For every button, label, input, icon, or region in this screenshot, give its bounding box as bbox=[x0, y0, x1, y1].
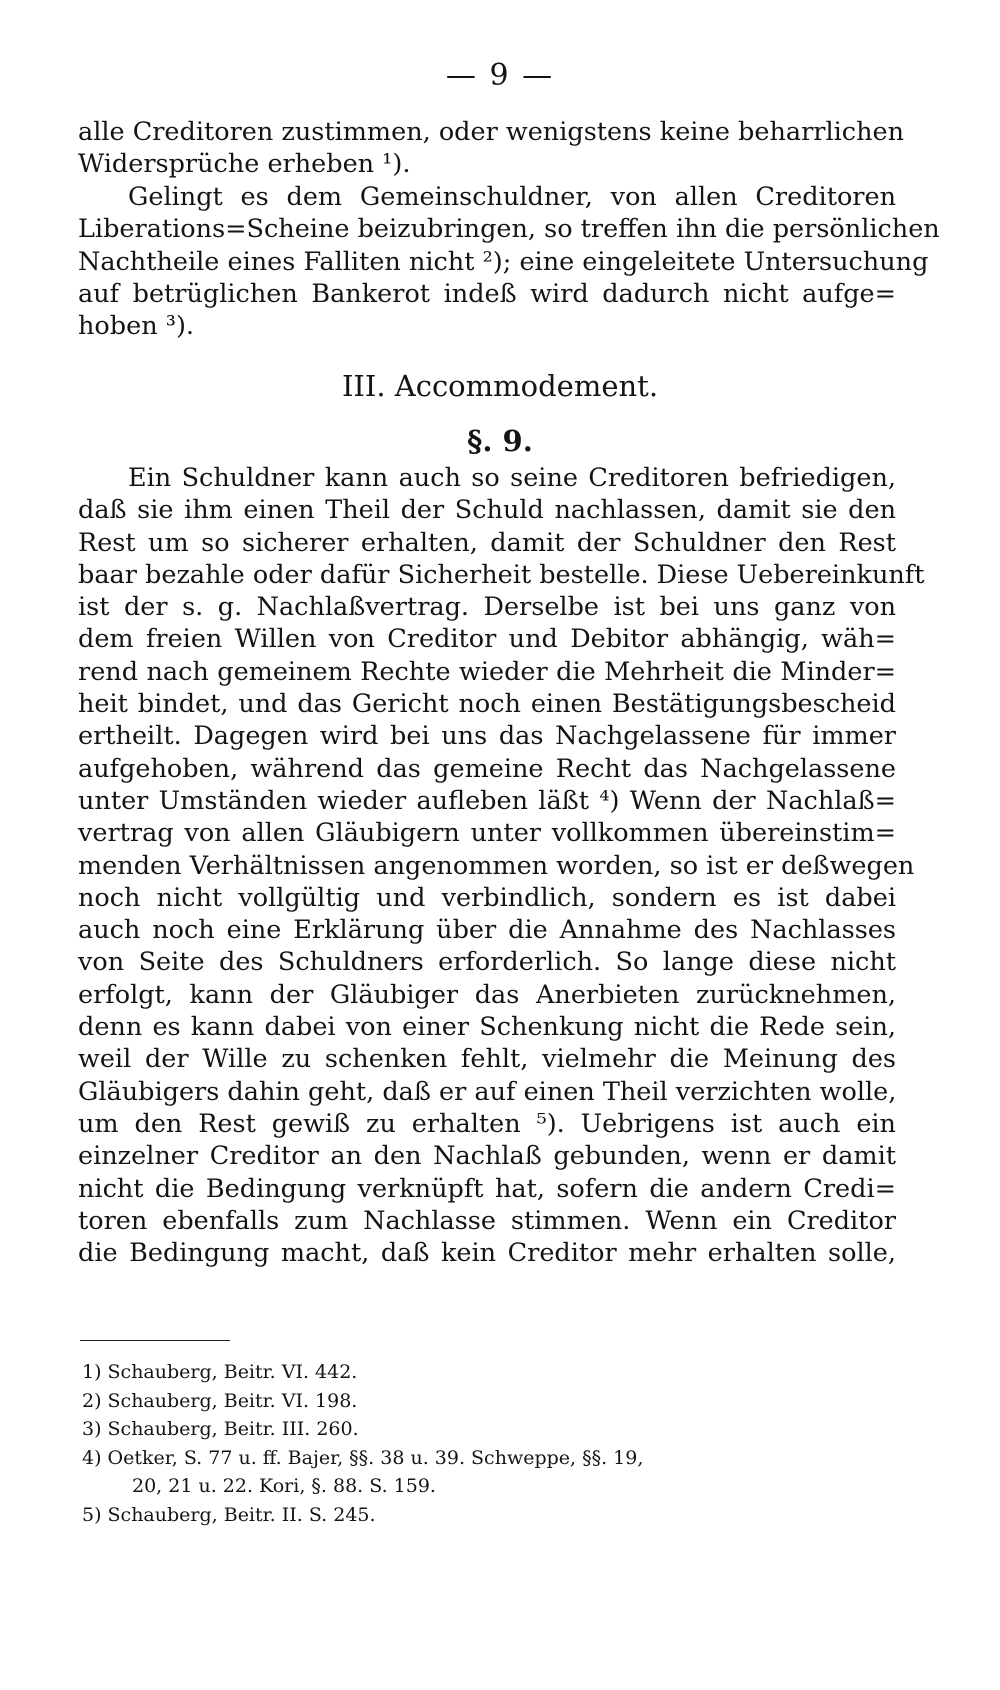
text-line: Widersprüche erheben ¹). bbox=[78, 149, 411, 180]
paragraph-liberation bbox=[78, 181, 940, 342]
text-line: toren ebenfalls zum Nachlasse stimmen. Wenn ein Creditor bbox=[78, 1205, 896, 1236]
text-line: alle Creditoren zustimmen, oder wenigstens keine beharrlichen bbox=[78, 117, 905, 147]
footnote: 3) Schauberg, Beitr. III. 260. bbox=[82, 1418, 359, 1441]
paragraph-continuation bbox=[78, 116, 905, 181]
section-heading: §. 9. bbox=[467, 424, 533, 458]
text-line: um den Rest gewiß zu erhalten ⁵). Uebrigens ist auch ein bbox=[78, 1108, 896, 1139]
text-line: Nachtheile eines Falliten nicht ²); eine eingeleitete Untersuchung bbox=[78, 246, 929, 277]
text-line: dem freien Willen von Creditor und Debitor abhängig, wäh= bbox=[78, 624, 896, 655]
text-line: denn es kann dabei von einer Schenkung nicht die Rede sein, bbox=[78, 1012, 896, 1043]
footnote: 5) Schauberg, Beitr. II. S. 245. bbox=[82, 1503, 376, 1526]
text-line: auf betrüglichen Bankerot indeß wird dadurch nicht aufge= bbox=[78, 278, 896, 309]
footnote: 4) Oetker, S. 77 u. ff. Bajer, §§. 38 u. 39. Schweppe, §§. 19, bbox=[82, 1446, 644, 1469]
page-number: — 9 — bbox=[445, 58, 555, 93]
text-line: noch nicht vollgültig und verbindlich, sondern es ist dabei bbox=[78, 882, 896, 913]
text-line: auch noch eine Erklärung über die Annahme des Nachlasses bbox=[78, 915, 896, 946]
footnote: 1) Schauberg, Beitr. VI. 442. bbox=[82, 1361, 358, 1383]
text-line: Ein Schuldner kann auch so seine Creditoren befriedigen, bbox=[128, 463, 896, 493]
text-line: von Seite des Schuldners erforderlich. So lange diese nicht bbox=[78, 947, 896, 978]
footnote-continuation: 20, 21 u. 22. Kori, §. 88. S. 159. bbox=[132, 1475, 436, 1498]
text-line: Gläubigers dahin geht, daß er auf einen Theil verzichten wolle, bbox=[78, 1076, 897, 1107]
text-line: aufgehoben, während das gemeine Recht das Nachgelassene bbox=[78, 753, 896, 784]
text-line: rend nach gemeinem Rechte wieder die Mehrheit die Minder= bbox=[78, 656, 896, 687]
text-line: heit bindet, und das Gericht noch einen Bestätigungsbescheid bbox=[78, 689, 896, 720]
text-line: hoben ³). bbox=[78, 311, 194, 342]
text-line: erfolgt, kann der Gläubiger das Anerbieten zurücknehmen, bbox=[78, 979, 896, 1010]
text-line: Liberations=Scheine beizubringen, so treffen ihn die persönlichen bbox=[78, 214, 940, 245]
footnotes bbox=[82, 1358, 902, 1530]
footnote: 2) Schauberg, Beitr. VI. 198. bbox=[82, 1389, 358, 1412]
text-line: ertheilt. Dagegen wird bei uns das Nachgelassene für immer bbox=[78, 721, 896, 752]
text-line: Gelingt es dem Gemeinschuldner, von allen Creditoren bbox=[128, 182, 896, 212]
text-line: unter Umständen wieder aufleben läßt ⁴) Wenn der Nachlaß= bbox=[78, 785, 896, 816]
text-line: die Bedingung macht, daß kein Creditor mehr erhalten solle, bbox=[78, 1238, 896, 1269]
text-line: ist der s. g. Nachlaßvertrag. Derselbe ist bei uns ganz von bbox=[78, 592, 896, 623]
text-line: vertrag von allen Gläubigern unter vollkommen übereinstim= bbox=[78, 818, 896, 849]
text-line: weil der Wille zu schenken fehlt, vielmehr die Meinung des bbox=[78, 1044, 896, 1075]
text-line: menden Verhältnissen angenommen worden, so ist er deßwegen bbox=[78, 850, 915, 881]
chapter-heading: III. Accommodement. bbox=[341, 369, 659, 403]
text-line: nicht die Bedingung verknüpft hat, sofern die andern Credi= bbox=[78, 1173, 896, 1204]
text-line: daß sie ihm einen Theil der Schuld nachlassen, damit sie den bbox=[78, 495, 896, 526]
text-line: baar bezahle oder dafür Sicherheit bestelle. Diese Uebereinkunft bbox=[78, 559, 925, 590]
text-line: Rest um so sicherer erhalten, damit der Schuldner den Rest bbox=[78, 527, 896, 558]
footnote-separator bbox=[80, 1340, 230, 1341]
paragraph-accommodement bbox=[78, 462, 925, 1269]
text-line: einzelner Creditor an den Nachlaß gebunden, wenn er damit bbox=[78, 1141, 896, 1172]
